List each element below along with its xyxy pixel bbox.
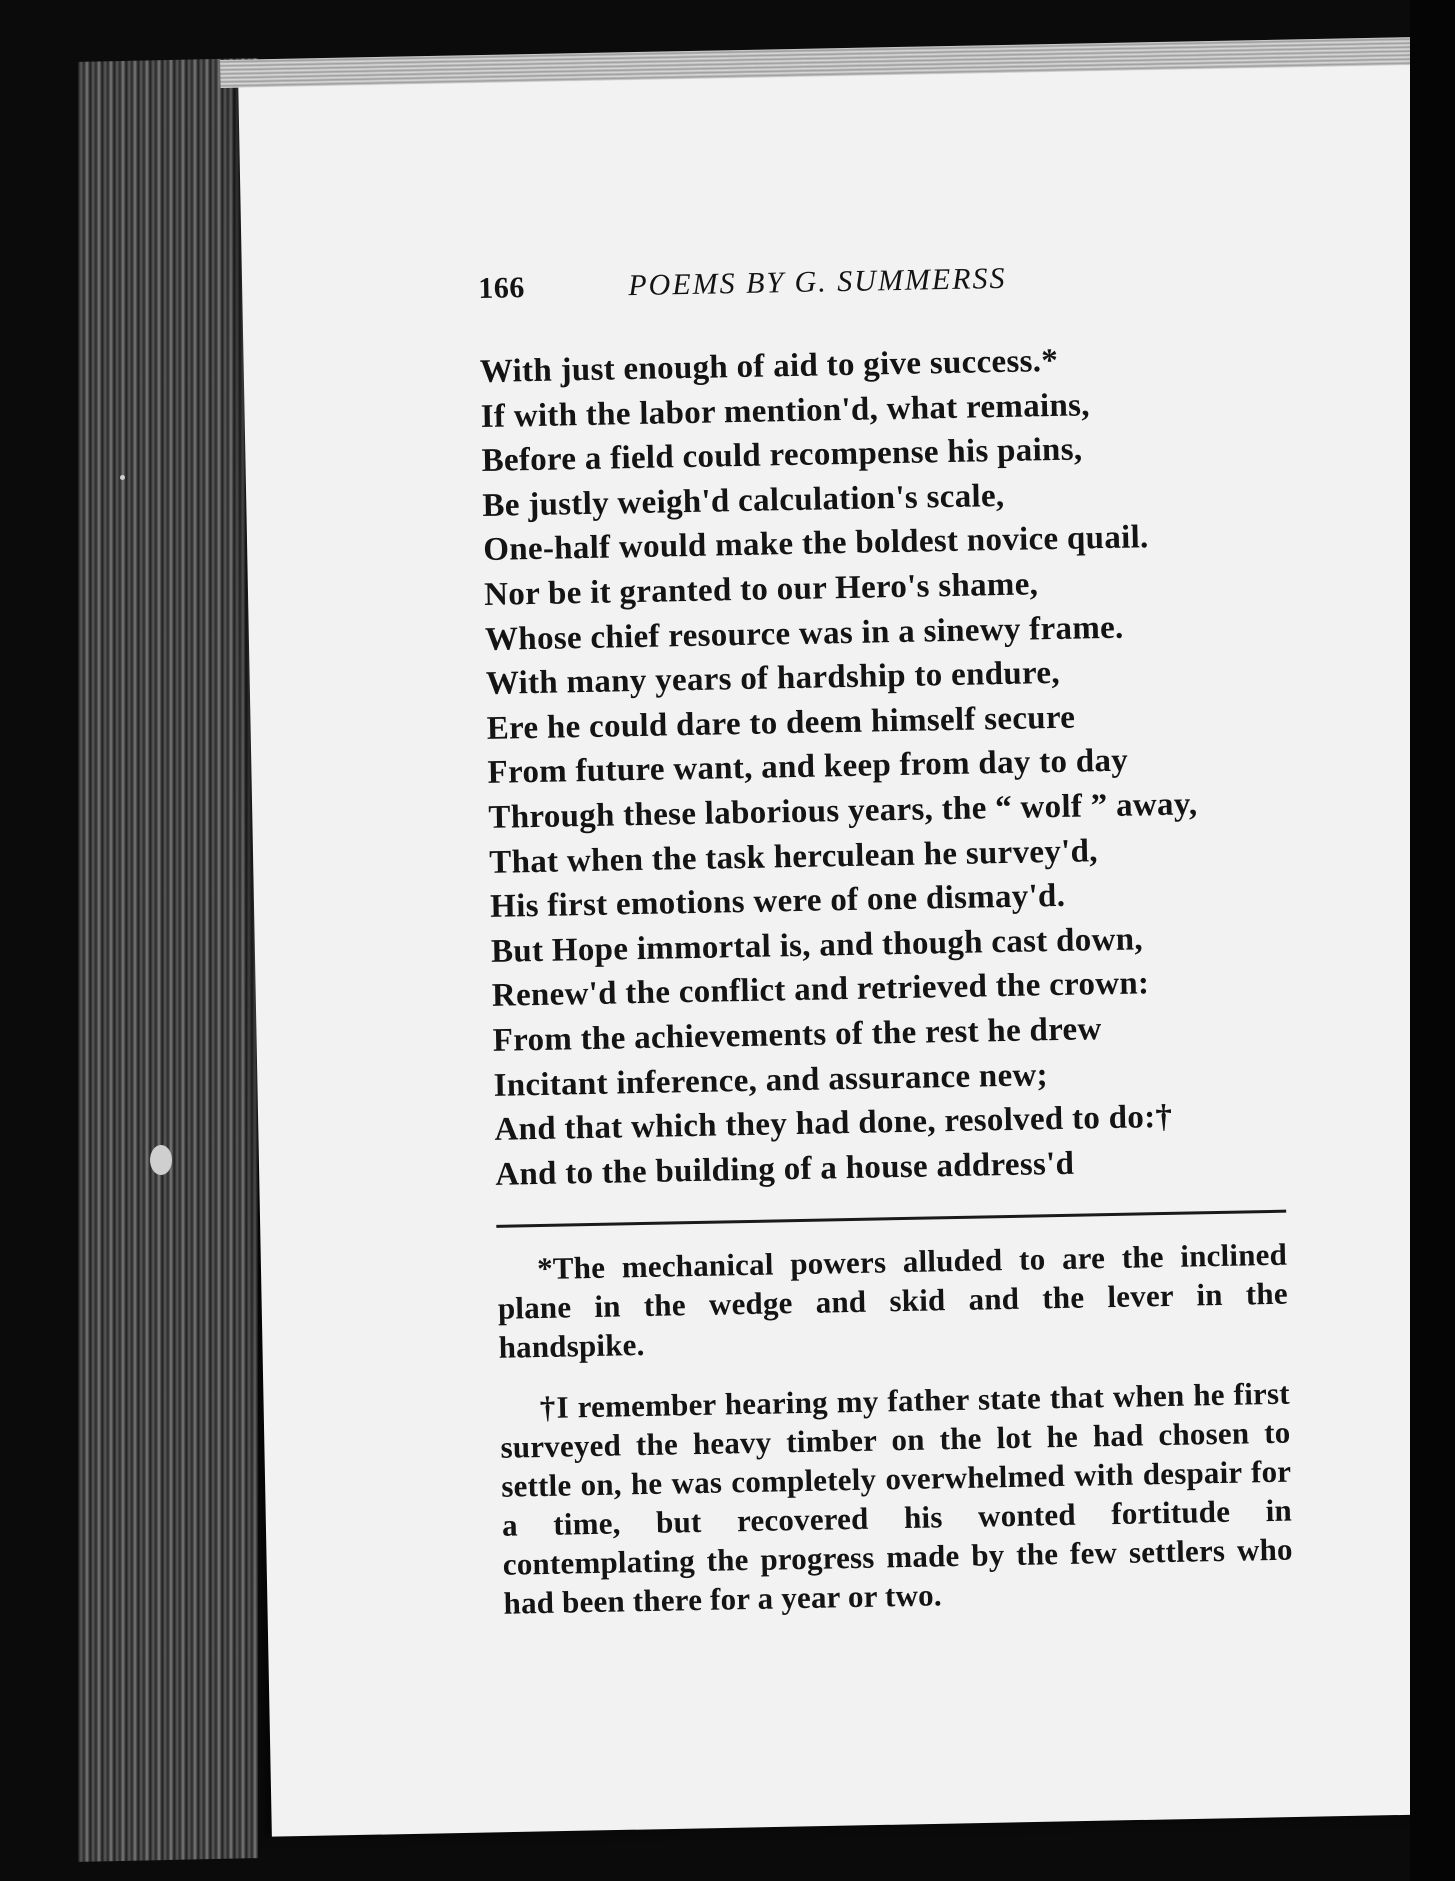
binding-shadow — [1410, 0, 1455, 1881]
poem-line: From future want, and keep from day to day — [487, 742, 1129, 792]
footnote: †I remember hearing my father state that when he first surveyed the heavy timber on the lot he had chosen to settle on, he was completely overwhelmed with despair for a time, but recovered his wonted fortitude in contemplating the progress made by the few settlers who had been there for a year or two. — [500, 1375, 1294, 1622]
poem-line: His first emotions were of one dismay'd. — [489, 877, 1066, 926]
footnote: *The mechanical powers alluded to are the inclined plane in the wedge and skid and the lever in the handspike. — [497, 1236, 1289, 1366]
page-content — [478, 257, 1304, 1645]
dust-speck — [150, 1145, 172, 1175]
page-edges — [78, 58, 258, 1862]
poem-line: And that which they had done, resolved to do:† — [494, 1098, 1173, 1148]
poem-line: Before a field could recompense his pains, — [481, 431, 1083, 480]
poem — [479, 335, 1295, 1197]
page-number: 166 — [478, 271, 526, 305]
footnotes — [497, 1235, 1294, 1623]
poem-line: Through these laborious years, the “ wolf ” away, — [488, 786, 1198, 836]
poem-line: From the achievements of the rest he drew — [492, 1011, 1102, 1059]
poem-line: If with the labor mention'd, what remains, — [480, 386, 1091, 435]
poem-line: One-half would make the boldest novice quail. — [482, 519, 1149, 569]
dust-speck — [120, 475, 125, 480]
poem-line: Ere he could dare to deem himself secure — [486, 699, 1076, 747]
poem-line: And to the building of a house address'd — [494, 1145, 1075, 1193]
poem-line: Be justly weigh'd calculation's scale, — [482, 477, 1005, 524]
poem-line: Incitant inference, and assurance new; — [493, 1056, 1049, 1104]
poem-line: That when the task herculean he survey'd, — [488, 832, 1099, 881]
poem-line: Renew'd the conflict and retrieved the crown: — [491, 965, 1150, 1015]
poem-line: With many years of hardship to endure, — [485, 655, 1061, 703]
poem-line: With just enough of aid to give success.* — [479, 342, 1059, 390]
poem-line: But Hope immortal is, and though cast down, — [490, 921, 1144, 970]
footnote-rule — [496, 1210, 1286, 1228]
running-title: POEMS BY G. SUMMERSS — [627, 261, 1007, 303]
poem-line: Whose chief resource was in a sinewy frame. — [484, 609, 1124, 658]
poem-line: Nor be it granted to our Hero's shame, — [483, 566, 1039, 613]
